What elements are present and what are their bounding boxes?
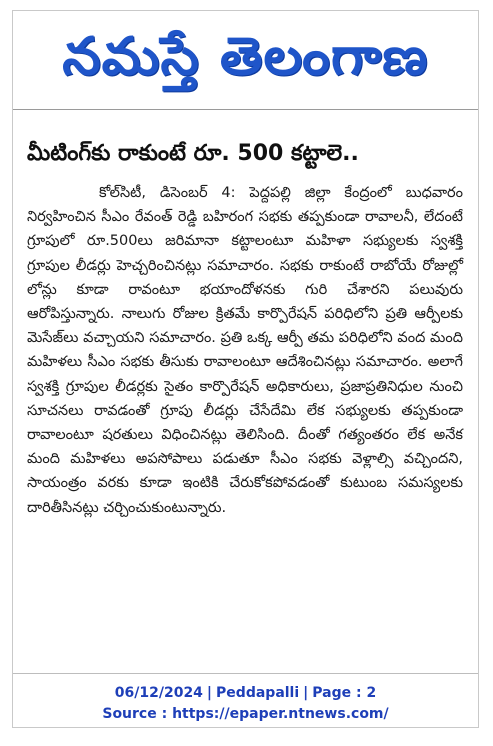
footer-date: 06/12/2024 bbox=[114, 685, 203, 701]
footer-source[interactable]: Source : https://epaper.ntnews.com/ bbox=[102, 706, 389, 722]
footer-meta-line bbox=[13, 683, 478, 704]
footer-place: Peddapalli bbox=[216, 685, 300, 701]
footer-separator: | bbox=[303, 685, 309, 701]
masthead-divider bbox=[13, 109, 478, 110]
footer-separator: | bbox=[206, 685, 213, 701]
footer-page: Page : 2 bbox=[312, 685, 377, 701]
newspaper-logo: నమస్తే తెలంగాణ bbox=[62, 27, 429, 87]
newspaper-clipping bbox=[12, 10, 479, 728]
footer-divider bbox=[13, 673, 478, 674]
source-footer bbox=[13, 683, 478, 725]
article-headline: మీటింగ్‌కు రాకుంటే రూ. 500 కట్టాలె.. bbox=[27, 141, 359, 166]
masthead bbox=[13, 17, 478, 97]
article-body: కోల్‌సిటీ, డిసెంబర్ 4: పెద్దపల్లి జిల్లా కేంద్రంలో బుధవారం నిర్వహించిన సీఎం రేవంత్ రెడ్డి బహిరంగ సభకు తప్పకుండా రావాలనీ, లేదంటే గ్రూపులో రూ.500లు జరిమానా కట్టాలంటూ మహిళా సభ్యులకు స్వశక్తి గ్రూపుల లీడర్లు హెచ్చరించినట్లు సమాచారం. సభకు రాకుంటే రాబోయే రోజుల్లో లోన్లు కూడా రావంటూ భయాందోళనకు గురి చేశారని పలువురు ఆరోపిస్తున్నారు. నాలుగు రోజుల క్రితమే కార్పొరేషన్ పరిధిలోని ప్రతి ఆర్పీలకు మెసేజ్‌లు వచ్చాయని సమాచారం. ప్రతి ఒక్క ఆర్పీ తమ పరిధిలోని వంద మంది మహిళలు సీఎం సభకు తీసుకు రావాలంటూ ఆదేశించినట్లు సమాచారం. అలాగే స్వశక్తి గ్రూపుల లీడర్లకు సైతం కార్పొరేషన్ అధికారులు, ప్రజాప్రతినిధుల నుంచి సూచనలు రావడంతో గ్రూపు లీడర్లు చేసేదేమి లేక సభ్యులకు తప్పకుండా రావాలంటూ షరతులు విధించినట్లు తెలిసింది. దీంతో గత్యంతరం లేక అనేక మంది మహిళలు అపసోపాలు పడుతూ సీఎం సభకు వెళ్లాల్సి వచ్చిందని, సాయంత్రం వరకు కూడా ఇంటికి చేరుకోకపోవడంతో కుటుంబ సమస్యలకు దారితీసినట్లు చర్చించుకుంటున్నారు. bbox=[27, 185, 464, 516]
